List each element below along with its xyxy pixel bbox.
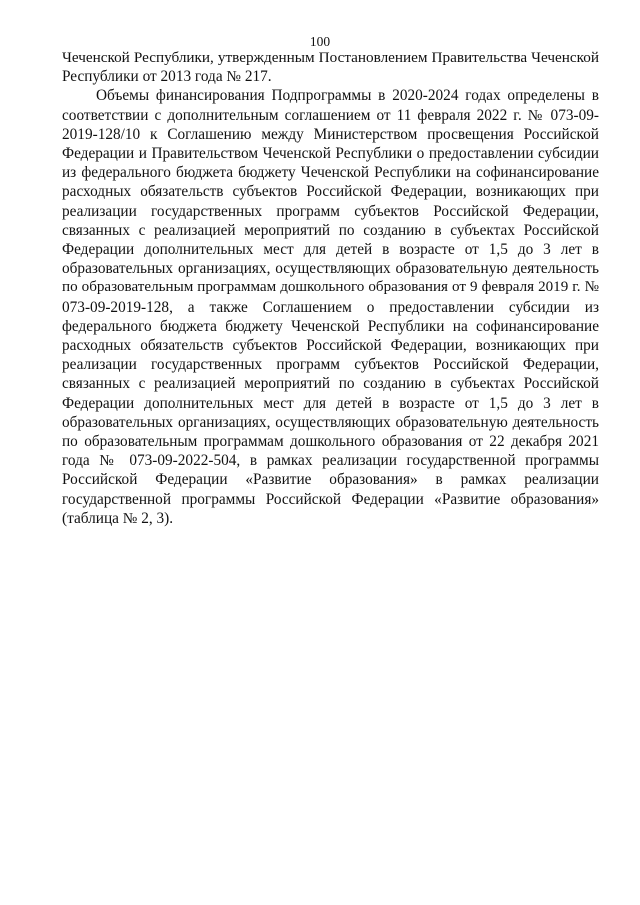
text-line: Российской Федерации «Развитие образования» в рамках реализации <box>62 471 599 489</box>
text-line: реализации государственных программ субъектов Российской Федерации, <box>62 356 599 374</box>
text-line: 2019-128/10 к Соглашению между Министерством просвещения Российской <box>62 125 599 143</box>
text-line: образовательных организациях, осуществляющих образовательную деятельность <box>62 413 599 431</box>
paragraph-continuation <box>62 48 599 86</box>
text-line: Федерации дополнительных мест для детей в возрасте от 1,5 до 3 лет в <box>62 394 599 412</box>
page-number: 100 <box>309 34 331 49</box>
text-line: реализации государственных программ субъектов Российской Федерации, <box>62 202 599 220</box>
text-line: связанных с реализацией мероприятий по созданию в субъектах Российской <box>62 221 599 239</box>
text-line: расходных обязательств субъектов Российской Федерации, возникающих при <box>62 183 599 201</box>
text-line: Федерации дополнительных мест для детей в возрасте от 1,5 до 3 лет в <box>62 241 599 259</box>
text-line: государственной программы Российской Федерации «Развитие образования» <box>62 490 599 508</box>
text-line: Республики от 2013 года № 217. <box>62 68 272 86</box>
text-line: Объемы финансирования Подпрограммы в 2020-2024 годах определены в <box>96 87 599 105</box>
text-line: Чеченской Республики, утвержденным Постановлением Правительства Чеченской <box>62 49 599 66</box>
text-line: расходных обязательств субъектов Российской Федерации, возникающих при <box>62 337 599 355</box>
text-line: по образовательным программам дошкольного образования от 9 февраля 2019 г. № <box>62 279 599 296</box>
text-line: соответствии с дополнительным соглашением от 11 февраля 2022 г. № 073-09- <box>62 106 599 124</box>
text-line: связанных с реализацией мероприятий по созданию в субъектах Российской <box>62 375 599 393</box>
paragraph-funding <box>62 86 599 528</box>
text-line: по образовательным программам дошкольного образования от 22 декабря 2021 <box>62 433 599 451</box>
text-line: образовательных организациях, осуществляющих образовательную деятельность <box>62 260 599 278</box>
text-line: года № 073-09-2022-504, в рамках реализации государственной программы <box>62 452 599 470</box>
text-line: Федерации и Правительством Чеченской Республики о предоставлении субсидии <box>62 145 599 163</box>
text-line: из федерального бюджета бюджету Чеченской Республики на софинансирование <box>62 164 599 182</box>
text-line: (таблица № 2, 3). <box>62 509 174 527</box>
text-line: федерального бюджета бюджету Чеченской Республики на софинансирование <box>62 317 599 335</box>
text-line: 073-09-2019-128, а также Соглашением о предоставлении субсидии из <box>62 298 599 316</box>
document-body <box>62 48 599 528</box>
